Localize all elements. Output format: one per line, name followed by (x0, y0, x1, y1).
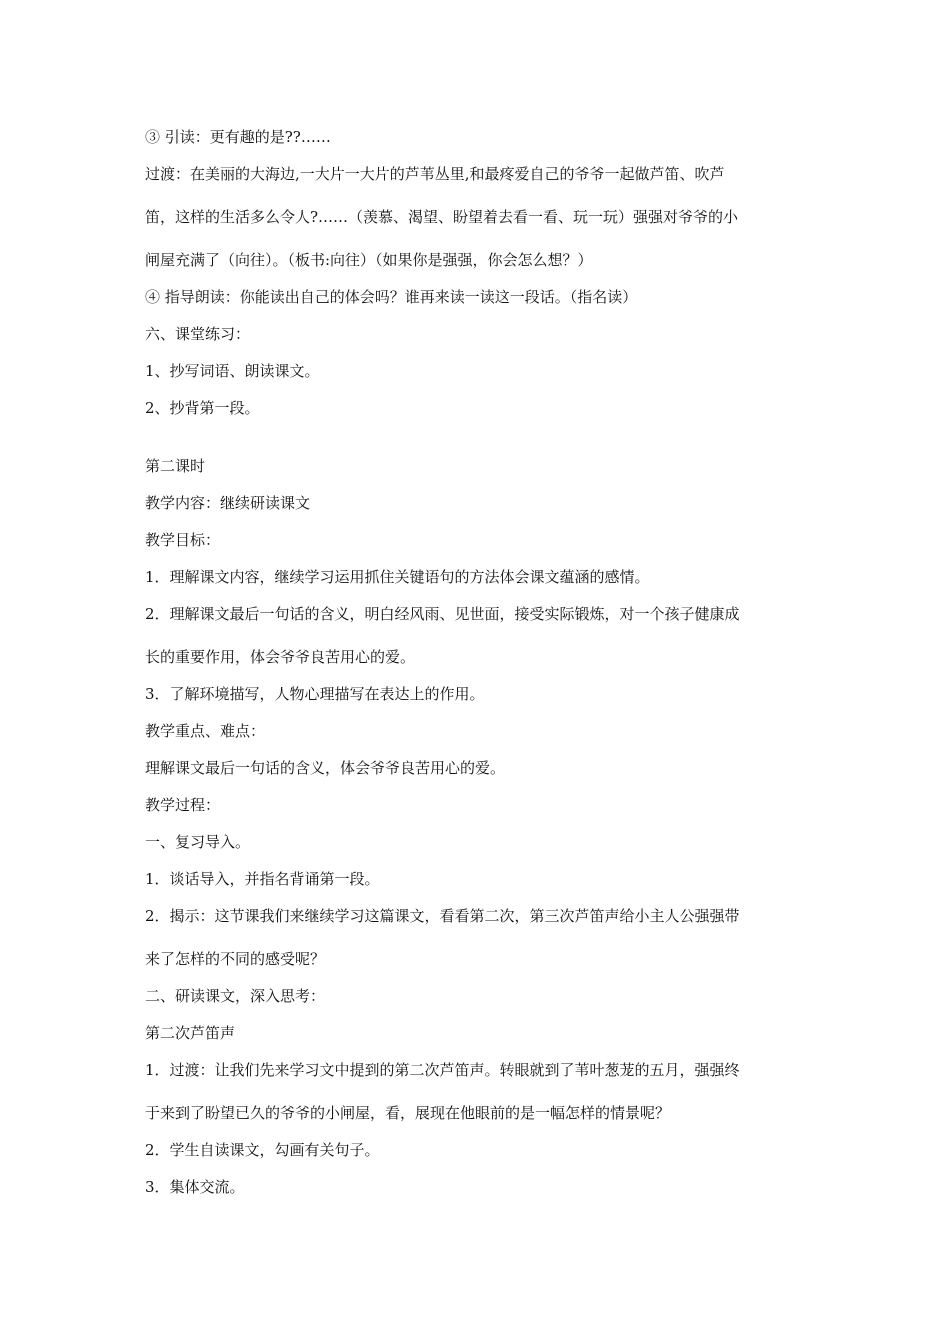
teaching-content: 教学内容：继续研读课文 (145, 494, 311, 512)
study-heading: 二、研读课文，深入思考： (145, 987, 326, 1005)
practice-heading: 六、课堂练习： (145, 325, 251, 343)
goals-heading: 教学目标： (145, 531, 221, 549)
key-points-heading: 教学重点、难点： (145, 722, 266, 740)
second-flute-subheading: 第二次芦笛声 (145, 1024, 236, 1042)
step-item-3: 3．集体交流。 (145, 1178, 245, 1196)
review-item-2-line-1: 2．揭示：这节课我们来继续学习这篇课文，看看第二次，第三次芦笛声给小主人公强强带 (145, 907, 740, 925)
goal-item-2-line-1: 2．理解课文最后一句话的含义，明白经风雨、见世面，接受实际锻炼，对一个孩子健康成 (145, 605, 740, 623)
goal-item-1: 1．理解课文内容，继续学习运用抓住关键语句的方法体会课文蕴涵的感情。 (145, 568, 650, 586)
key-points-text: 理解课文最后一句话的含义，体会爷爷良苦用心的爱。 (145, 759, 506, 777)
transition-paragraph-line-1: 过渡：在美丽的大海边,一大片一大片的芦苇丛里,和最疼爱自己的爷爷一起做芦笛、吹芦 (145, 165, 725, 183)
document-body (145, 126, 810, 1198)
transition-paragraph-line-2: 笛，这样的生活多么令人?……（羡慕、渴望、盼望着去看一看、玩一玩）强强对爷爷的小 (145, 208, 739, 226)
guided-reading-item: ④ 指导朗读：你能读出自己的体会吗？谁再来读一读这一段话。（指名读） (145, 288, 638, 306)
transition-paragraph-line-3: 闸屋充满了（向往）。（板书:向往）（如果你是强强，你会怎么想？） (145, 251, 593, 269)
lead-read-item: ③ 引读：更有趣的是??…… (145, 128, 331, 146)
goal-item-2-line-2: 长的重要作用，体会爷爷良苦用心的爱。 (145, 648, 416, 666)
step-item-1-line-1: 1．过渡：让我们先来学习文中提到的第二次芦笛声。转眼就到了苇叶葱茏的五月，强强终 (145, 1061, 740, 1079)
practice-item-1: 1、抄写词语、朗读课文。 (145, 362, 320, 380)
review-item-1: 1．谈话导入，并指名背诵第一段。 (145, 870, 380, 888)
goal-item-3: 3．了解环境描写，人物心理描写在表达上的作用。 (145, 685, 485, 703)
review-item-2-line-2: 来了怎样的不同的感受呢？ (145, 950, 326, 968)
practice-item-2: 2、抄背第一段。 (145, 399, 260, 417)
process-heading: 教学过程： (145, 796, 221, 814)
step-item-2: 2．学生自读课文，勾画有关句子。 (145, 1141, 380, 1159)
lesson-title: 第二课时 (145, 457, 206, 475)
review-heading: 一、复习导入。 (145, 833, 251, 851)
step-item-1-line-2: 于来到了盼望已久的爷爷的小闸屋，看，展现在他眼前的是一幅怎样的情景呢？ (145, 1104, 671, 1122)
